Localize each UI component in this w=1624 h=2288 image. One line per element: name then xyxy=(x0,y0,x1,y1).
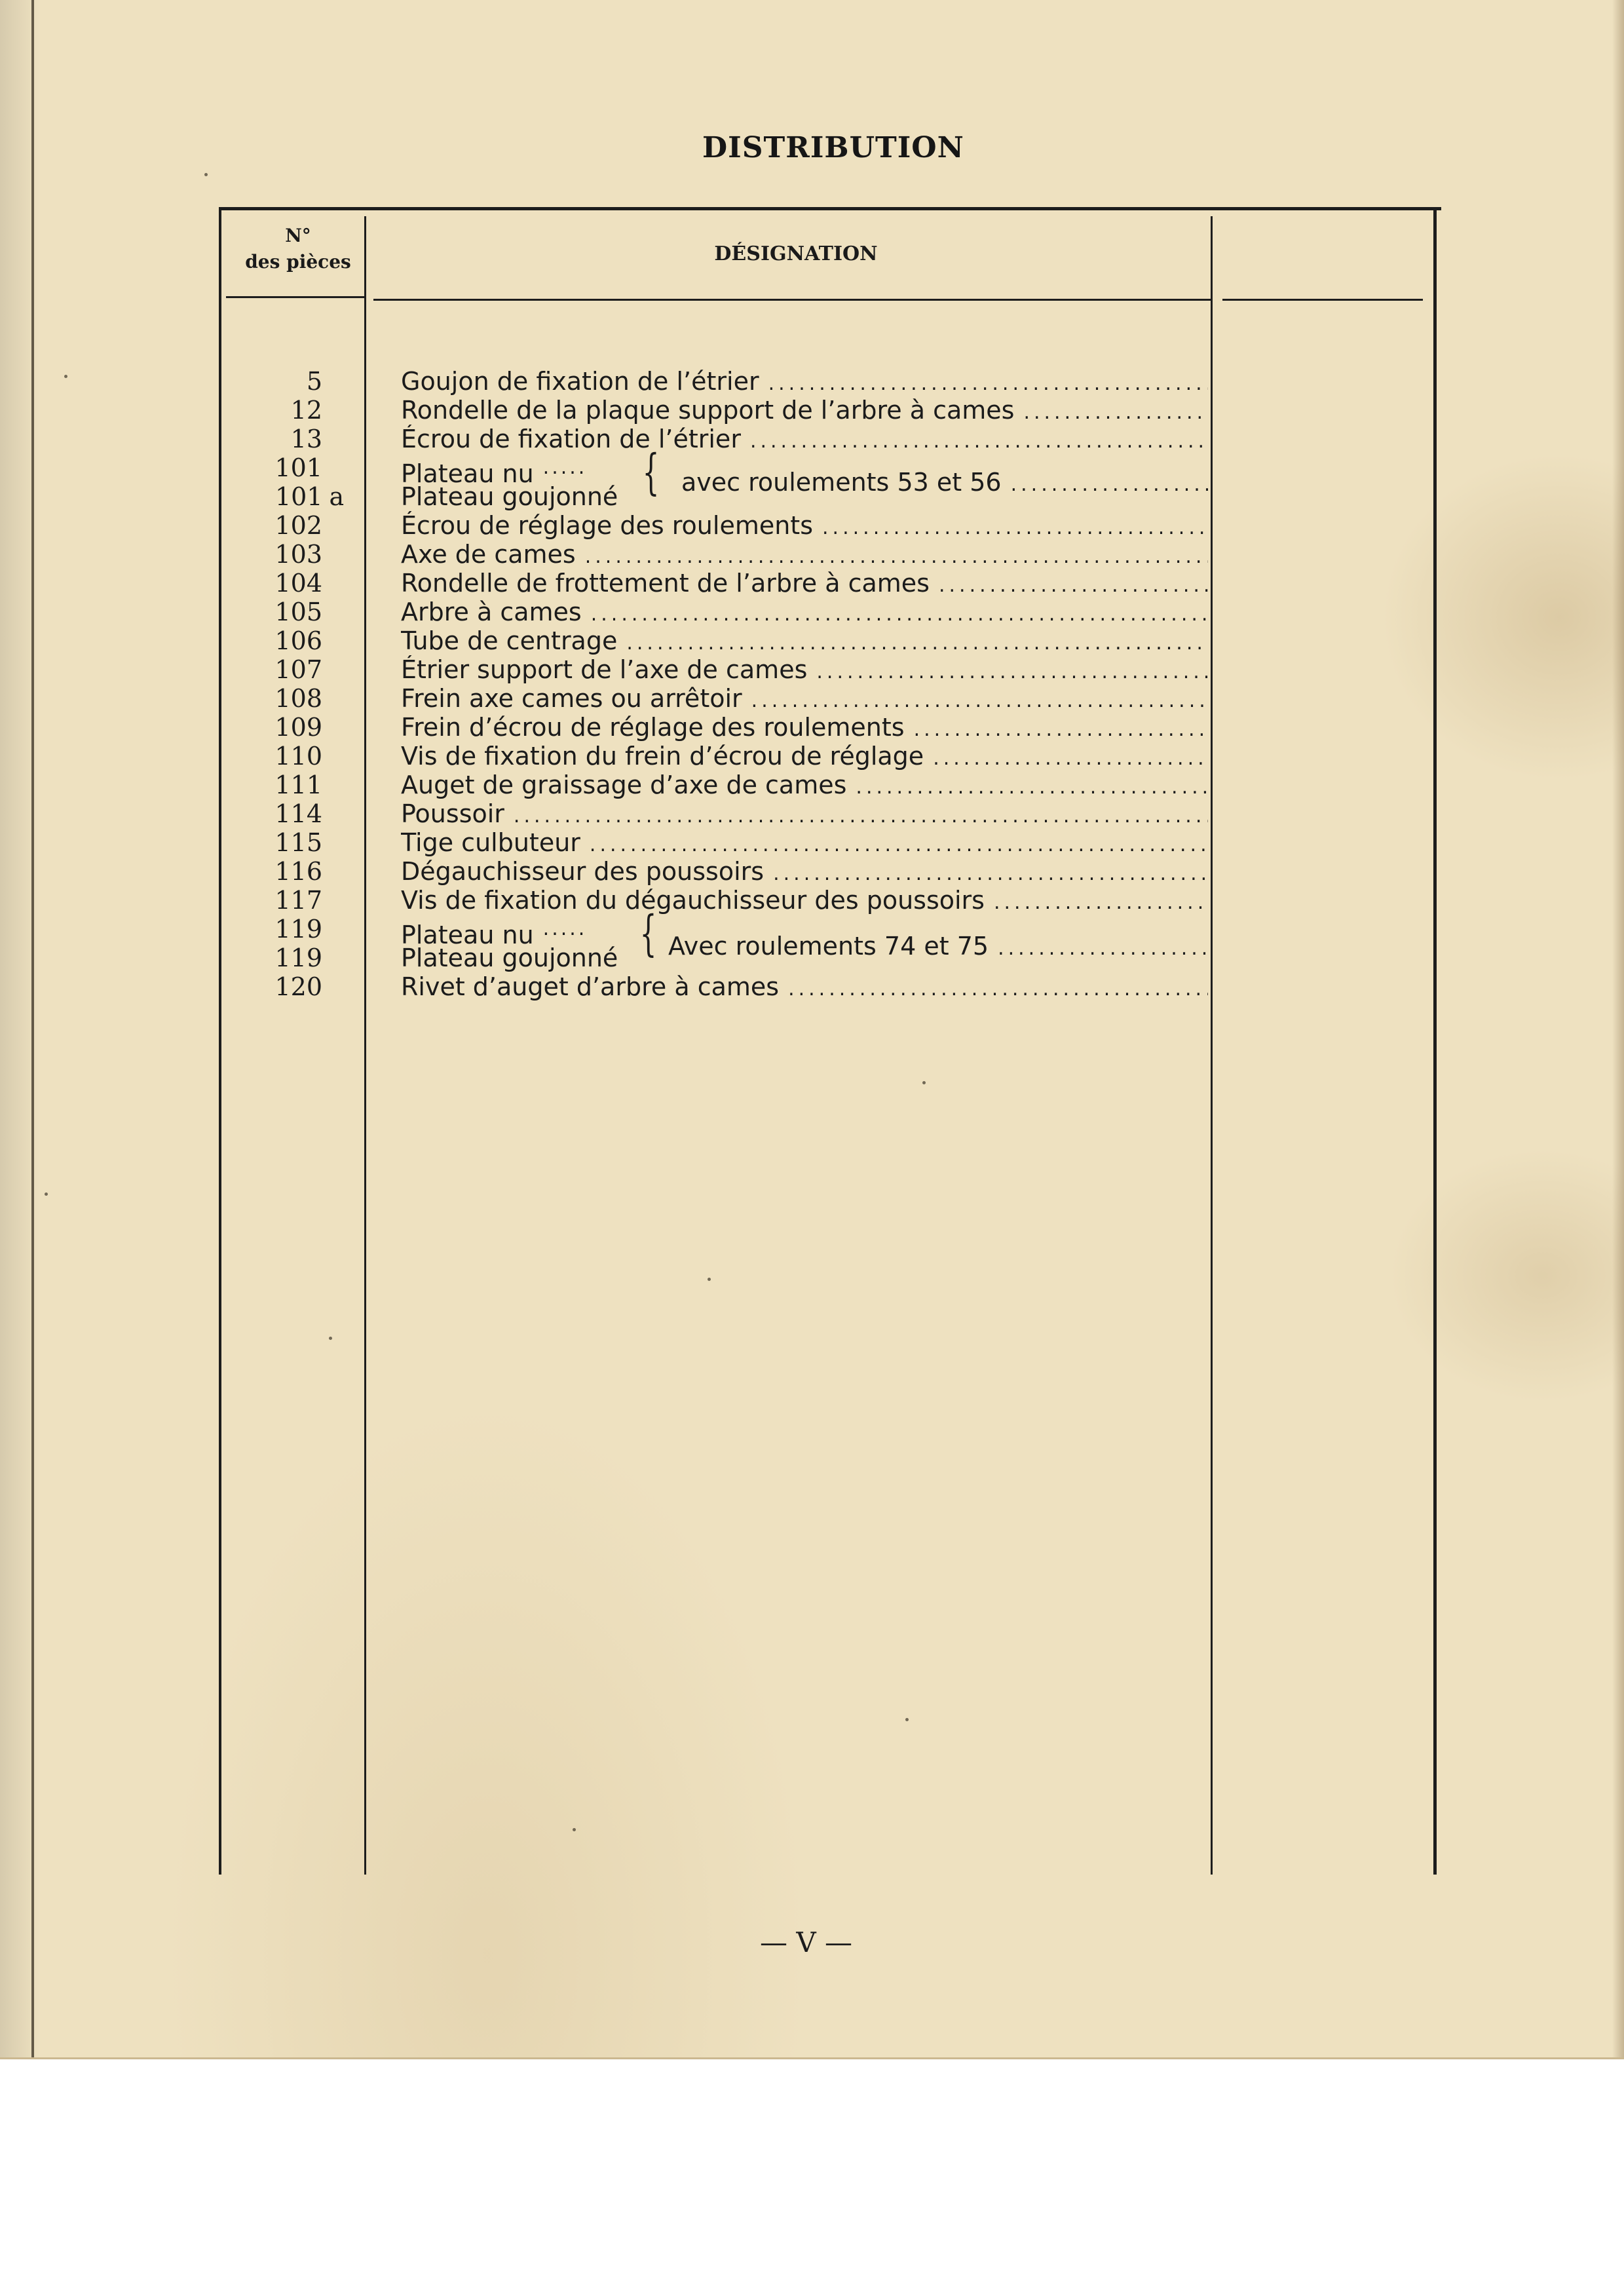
row-designation: Plateau nu..... xyxy=(401,915,587,944)
table-right-rule xyxy=(1433,207,1437,1875)
row-designation: Vis de fixation du frein d’écrou de réglage ..... xyxy=(401,742,1208,771)
row-number: 114 xyxy=(274,799,322,828)
header-number-line2: des pièces xyxy=(245,251,351,273)
paper-speck xyxy=(708,1278,711,1281)
row-number: 116 xyxy=(274,857,322,886)
row-number: 117 xyxy=(274,886,322,915)
row-number: 110 xyxy=(274,742,322,771)
row-number: 103 xyxy=(274,540,322,569)
row-number: 120 xyxy=(274,972,322,1001)
row-designation: Goujon de fixation de l’étrier ..... xyxy=(401,367,1208,396)
paper-speck xyxy=(573,1828,576,1831)
row-designation: Dégauchisseur des poussoirs ..... xyxy=(401,857,1208,886)
row-designation: Vis de fixation du dégauchisseur des poussoirs ..... xyxy=(401,886,1208,915)
row-number: 105 xyxy=(274,598,322,626)
row-number: 104 xyxy=(274,569,322,598)
row-number: 111 xyxy=(274,771,322,799)
row-designation: Plateau nu..... xyxy=(401,453,587,482)
column-divider-number xyxy=(364,216,366,1875)
row-number: 13 xyxy=(290,425,322,453)
paper-speck xyxy=(204,173,208,176)
row-designation: Auget de graissage d’axe de cames ..... xyxy=(401,771,1208,799)
group-brace: { xyxy=(639,906,657,962)
group-brace: { xyxy=(642,444,660,501)
row-designation: Plateau goujonné xyxy=(401,944,618,972)
row-designation: Plateau goujonné xyxy=(401,482,618,511)
page-title: DISTRIBUTION xyxy=(702,131,964,164)
header-number-line1: N° xyxy=(285,225,311,246)
row-designation: Rondelle de frottement de l’arbre à cames ..... xyxy=(401,569,1208,598)
header-underline-right xyxy=(1222,299,1423,301)
table-top-rule xyxy=(221,207,1441,210)
row-number: 106 xyxy=(274,626,322,655)
row-designation: Rondelle de la plaque support de l’arbre à cames ..... xyxy=(401,396,1208,425)
header-underline-number xyxy=(226,296,365,298)
page-edge-shadow xyxy=(1612,0,1624,2057)
column-divider-designation xyxy=(1211,216,1213,1875)
row-number: 102 xyxy=(274,511,322,540)
row-number-suffix: a xyxy=(329,482,345,511)
header-designation: DÉSIGNATION xyxy=(714,242,878,265)
row-number: 109 xyxy=(274,713,322,742)
row-number: 108 xyxy=(274,684,322,713)
row-designation: Frein d’écrou de réglage des roulements ..... xyxy=(401,713,1208,742)
paper-speck xyxy=(922,1081,926,1084)
binding-edge xyxy=(31,0,34,2057)
row-designation: Écrou de fixation de l’étrier ..... xyxy=(401,425,1208,453)
paper-speck xyxy=(45,1192,48,1196)
row-number: 107 xyxy=(274,655,322,684)
row-number: 115 xyxy=(274,828,322,857)
row-designation: Poussoir ..... xyxy=(401,799,1208,828)
group-note: Avec roulements 74 et 75 ..... xyxy=(668,932,1208,961)
table-left-rule xyxy=(219,207,221,1875)
row-number: 101 a xyxy=(275,482,345,511)
paper-speck xyxy=(64,375,67,378)
row-number: 12 xyxy=(290,396,322,425)
header-number xyxy=(229,223,367,275)
row-number: 5 xyxy=(306,367,322,396)
group-note: avec roulements 53 et 56 ..... xyxy=(681,468,1208,497)
paper-speck xyxy=(329,1337,332,1340)
paper-speck xyxy=(905,1718,909,1721)
row-number: 119 xyxy=(274,944,322,972)
row-designation: Tige culbuteur ..... xyxy=(401,828,1208,857)
row-designation: Arbre à cames ..... xyxy=(401,598,1208,626)
row-designation: Rivet d’auget d’arbre à cames ..... xyxy=(401,972,1208,1001)
row-designation: Écrou de réglage des roulements ..... xyxy=(401,511,1208,540)
page-number: — V — xyxy=(760,1926,853,1958)
header-underline-designation xyxy=(373,299,1211,301)
row-number: 101 xyxy=(274,453,322,482)
row-designation: Axe de cames ..... xyxy=(401,540,1208,569)
row-number: 119 xyxy=(274,915,322,944)
row-designation: Frein axe cames ou arrêtoir ..... xyxy=(401,684,1208,713)
row-designation: Étrier support de l’axe de cames ..... xyxy=(401,655,1208,684)
row-designation: Tube de centrage ..... xyxy=(401,626,1208,655)
